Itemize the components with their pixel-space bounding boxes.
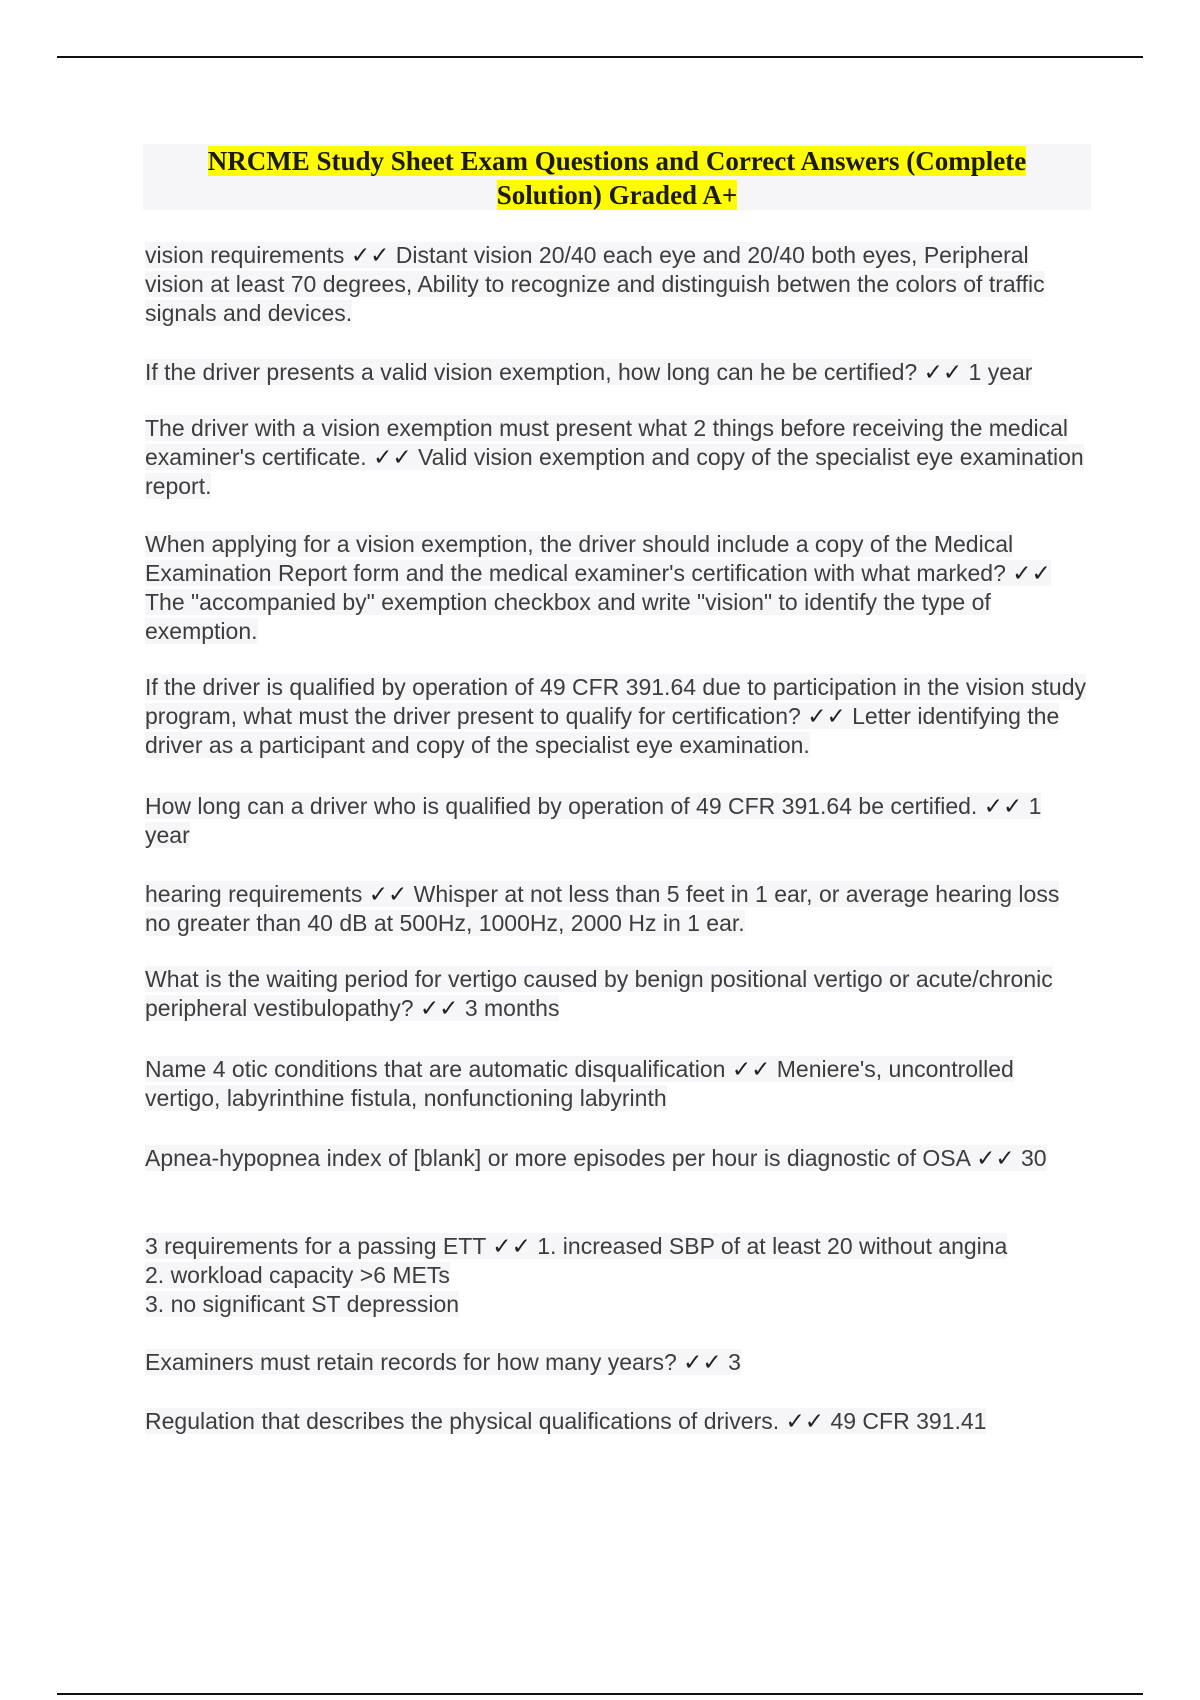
qa-item	[145, 965, 1090, 1023]
question-text: If the driver presents a valid vision exemption, how long can he be certified?	[145, 359, 918, 385]
answer-extra-line: 3. no significant ST depression	[145, 1291, 460, 1317]
question-text: If the driver is qualified by operation of 49 CFR 391.64 due to participation in the vision study program, what must the driver present to qualify for certification?	[145, 674, 1086, 729]
title-line-2: Solution) Graded A+	[496, 180, 738, 210]
question-text: Name 4 otic conditions that are automatic disqualification	[145, 1056, 726, 1082]
double-check-icon: ✓✓	[419, 995, 459, 1021]
answer-text: 3	[728, 1349, 741, 1375]
question-text: vision requirements	[145, 242, 345, 268]
answer-text: 30	[1021, 1145, 1047, 1171]
question-text: 3 requirements for a passing ETT	[145, 1233, 486, 1259]
answer-extra-line: 2. workload capacity >6 METs	[145, 1262, 450, 1288]
qa-item	[145, 241, 1090, 328]
qa-item	[145, 1407, 1090, 1436]
double-check-icon: ✓✓	[731, 1056, 771, 1082]
qa-item	[145, 1348, 1090, 1377]
qa-item	[145, 1144, 1090, 1173]
title-line-1: NRCME Study Sheet Exam Questions and Correct Answers (Complete	[207, 146, 1027, 176]
double-check-icon: ✓✓	[923, 359, 963, 385]
answer-text: Whisper at not less than 5 feet in 1 ear, or average hearing loss no greater than 40 dB at 500Hz, 1000Hz, 2000 Hz in 1 ear.	[145, 881, 1060, 936]
question-text: What is the waiting period for vertigo caused by benign positional vertigo or acute/chronic peripheral vestibulopathy?	[145, 966, 1053, 1021]
qa-item	[145, 414, 1090, 501]
double-check-icon: ✓✓	[983, 793, 1023, 819]
bottom-rule	[57, 1693, 1143, 1695]
qa-item	[145, 358, 1090, 387]
question-text: The driver with a vision exemption must present what 2 things before receiving the medical examiner's certificate.	[145, 415, 1069, 470]
question-text: How long can a driver who is qualified by operation of 49 CFR 391.64 be certified.	[145, 793, 978, 819]
double-check-icon: ✓✓	[368, 881, 408, 907]
double-check-icon: ✓✓	[492, 1233, 531, 1259]
answer-text: 1 year	[145, 793, 1042, 848]
double-check-icon: ✓✓	[350, 242, 390, 268]
answer-text: 1 year	[968, 359, 1033, 385]
answer-text: 49 CFR 391.41	[830, 1408, 987, 1434]
double-check-icon: ✓✓	[785, 1408, 825, 1434]
document-title	[143, 144, 1091, 210]
top-rule	[57, 56, 1143, 58]
double-check-icon: ✓✓	[373, 444, 412, 470]
qa-item	[145, 880, 1090, 938]
double-check-icon: ✓✓	[1012, 560, 1051, 586]
answer-text: Valid vision exemption and copy of the specialist eye examination report.	[145, 444, 1084, 499]
double-check-icon: ✓✓	[683, 1349, 722, 1375]
double-check-icon: ✓✓	[807, 703, 846, 729]
qa-item	[145, 673, 1090, 760]
double-check-icon: ✓✓	[976, 1145, 1015, 1171]
answer-text: The "accompanied by" exemption checkbox and write "vision" to identify the type of exemption.	[145, 589, 991, 644]
answer-text: 3 months	[464, 995, 560, 1021]
question-text: Regulation that describes the physical qualifications of drivers.	[145, 1408, 780, 1434]
qa-item	[145, 1055, 1090, 1113]
question-text: Examiners must retain records for how many years?	[145, 1349, 677, 1375]
question-text: hearing requirements	[145, 881, 363, 907]
answer-text: Meniere's, uncontrolled vertigo, labyrinthine fistula, nonfunctioning labyrinth	[145, 1056, 1014, 1111]
answer-text: Letter identifying the driver as a participant and copy of the specialist eye examination.	[145, 703, 1060, 758]
answer-text: Distant vision 20/40 each eye and 20/40 both eyes, Peripheral vision at least 70 degrees, Ability to recognize and distinguish betwen the colors of traffic signals and devices.	[145, 242, 1045, 326]
question-text: Apnea-hypopnea index of [blank] or more episodes per hour is diagnostic of OSA	[145, 1145, 970, 1171]
question-text: When applying for a vision exemption, the driver should include a copy of the Medical Examination Report form and the medical examiner's certification with what marked?	[145, 531, 1014, 586]
qa-item	[145, 1232, 1090, 1319]
qa-item	[145, 792, 1090, 850]
answer-text: 1. increased SBP of at least 20 without angina	[537, 1233, 1008, 1259]
qa-item	[145, 530, 1090, 646]
